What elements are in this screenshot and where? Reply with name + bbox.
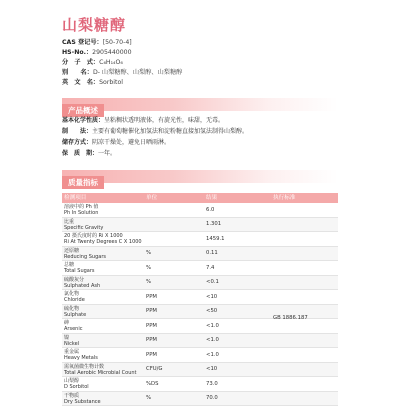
quality-table [62, 193, 338, 406]
row-result: <0.1 [206, 279, 219, 285]
row-result: <10 [206, 294, 217, 300]
table-body [62, 203, 338, 406]
row-item-cn: 总糖 [64, 262, 95, 268]
row-item-en: Sulphate [64, 312, 86, 318]
overview-block [62, 115, 342, 159]
row-unit: % [146, 250, 151, 256]
row-item [64, 277, 100, 289]
overview-row-storage: 储存方式：阴凉干燥处，避免日晒雨淋。 [62, 137, 342, 148]
table-row [62, 290, 338, 305]
row-item-cn: 山梨醇 [64, 378, 89, 384]
overview-row-method: 制 法：主要有葡萄糖催化加氢法和淀粉糖直接加氢法制得山梨醇。 [62, 126, 342, 137]
section-overview-bar [62, 98, 338, 111]
row-item-cn: 硫化物 [64, 306, 86, 312]
row-item-cn: 干物质 [64, 393, 101, 399]
row-item-en: Specific Gravity [64, 225, 103, 231]
row-item-cn: 需氧菌微生物计数 [64, 364, 137, 370]
table-row [62, 276, 338, 291]
table-row [62, 261, 338, 276]
standard-value: GB 1886.187 [273, 315, 308, 321]
row-item-en: Sulphated Ash [64, 283, 100, 289]
row-item [64, 262, 95, 274]
product-title: 山梨糖醇 [62, 14, 126, 35]
row-result: <10 [206, 366, 217, 372]
row-item [64, 233, 142, 245]
row-item [64, 219, 103, 231]
row-item [64, 335, 79, 347]
overview-row-shelf-life: 保 质 期：一年。 [62, 148, 342, 159]
table-row [62, 348, 338, 363]
row-result: <1.0 [206, 337, 219, 343]
row-item-cn: 氯化物 [64, 291, 85, 297]
row-item-en: Heavy Metals [64, 355, 98, 361]
info-row-english-name: 英 文 名：Sorbitol [62, 78, 362, 88]
row-item-en: Dry Substance [64, 399, 101, 405]
row-item-cn: 20 摄氏度时的 Ri X 1000 [64, 233, 142, 239]
row-item-en: Ph In Solution [64, 210, 98, 216]
row-unit: PPM [146, 323, 157, 329]
table-row [62, 363, 338, 378]
row-unit: PPM [146, 352, 157, 358]
row-unit: % [146, 265, 151, 271]
product-info [62, 38, 362, 88]
table-row [62, 218, 338, 233]
row-unit: PPM [146, 294, 157, 300]
row-item-en: Ri At Twenty Degrees C X 1000 [64, 239, 142, 245]
row-item-cn: 重金属 [64, 349, 98, 355]
row-unit: %DS [146, 381, 158, 387]
row-result: 73.0 [206, 381, 218, 387]
row-item-cn: 溶液中的 Ph 值 [64, 204, 98, 210]
row-result: 6.0 [206, 207, 214, 213]
row-item [64, 204, 98, 216]
row-item-en: Chloride [64, 297, 85, 303]
table-row [62, 232, 338, 247]
table-row [62, 377, 338, 392]
section-quality-bar [62, 170, 338, 183]
row-item-cn: 还原糖 [64, 248, 106, 254]
overview-row-properties: 基本化学性质：呈粘稠状透明液体，有旋光性，味甜，无毒。 [62, 115, 342, 126]
row-result: <1.0 [206, 352, 219, 358]
row-item-en: Total Aerobic Microbial Count [64, 370, 137, 376]
section-quality-title: 质量指标 [62, 176, 104, 189]
row-item [64, 378, 89, 390]
row-result: <1.0 [206, 323, 219, 329]
row-item [64, 393, 101, 405]
row-item-cn: 镍 [64, 335, 79, 341]
row-item [64, 248, 106, 260]
row-item-cn: 硫酸灰分 [64, 277, 100, 283]
section-overview-title: 产品概述 [62, 104, 104, 117]
table-row [62, 203, 338, 218]
row-unit: PPM [146, 308, 157, 314]
row-item [64, 291, 85, 303]
row-item-cn: 比重 [64, 219, 103, 225]
table-header [62, 193, 338, 203]
info-row-alias: 别 名：D- 山梨糖醇、山梨醇、山梨糖醇 [62, 68, 362, 78]
header-unit: 单位 [146, 193, 157, 203]
row-item-en: Total Sugars [64, 268, 95, 274]
row-item [64, 320, 82, 332]
row-result: 70.0 [206, 395, 218, 401]
table-row [62, 247, 338, 262]
table-row [62, 319, 338, 334]
row-unit: CFU/G [146, 366, 163, 372]
header-standard: 执行标准 [273, 193, 295, 203]
info-row-hs: HS-No.：2905440000 [62, 48, 362, 58]
row-unit: % [146, 279, 151, 285]
row-item-en: Arsenic [64, 326, 82, 332]
row-item [64, 306, 86, 318]
row-item-en: Nickel [64, 341, 79, 347]
row-result: 1459.1 [206, 236, 225, 242]
info-row-cas: CAS 登记号：[50-70-4] [62, 38, 362, 48]
row-item [64, 364, 137, 376]
info-row-formula: 分 子 式：C₆H₁₄O₆ [62, 58, 362, 68]
table-row [62, 334, 338, 349]
header-item: 检测项目 [64, 193, 86, 203]
header-result: 结果 [206, 193, 217, 203]
row-item-cn: 砷 [64, 320, 82, 326]
row-item-en: D Sorbitol [64, 384, 89, 390]
table-row [62, 392, 338, 406]
row-result: 0.11 [206, 250, 218, 256]
row-result: <50 [206, 308, 217, 314]
row-result: 1.301 [206, 221, 221, 227]
row-item [64, 349, 98, 361]
row-item-en: Reducing Sugars [64, 254, 106, 260]
row-result: 7.4 [206, 265, 214, 271]
row-unit: % [146, 395, 151, 401]
row-unit: PPM [146, 337, 157, 343]
